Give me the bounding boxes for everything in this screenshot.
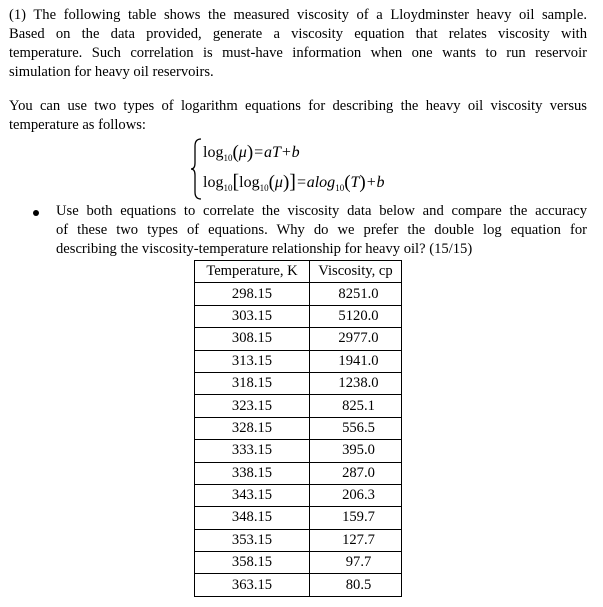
table-row (195, 574, 402, 596)
eq2-t: T (350, 174, 360, 191)
temperature-cell: 348.15 (195, 507, 310, 529)
bullet-line: describing the viscosity-temperature relationship for heavy oil? (15/15) (56, 241, 473, 257)
intro-line: simulation for heavy oil reservoirs. (9, 64, 214, 80)
header-viscosity: Viscosity, cp (310, 261, 402, 283)
eq1-log: log (203, 144, 224, 161)
temperature-cell: 298.15 (195, 283, 310, 305)
header-temperature: Temperature, K (195, 261, 310, 283)
viscosity-cell: 287.0 (310, 462, 402, 484)
table-row (195, 305, 402, 327)
temperature-cell: 353.15 (195, 529, 310, 551)
eq2-close-bracket: ] (289, 171, 296, 193)
eq2-close-paren: ) (282, 172, 290, 193)
viscosity-cell: 8251.0 (310, 283, 402, 305)
table-row (195, 283, 402, 305)
temperature-cell: 308.15 (195, 328, 310, 350)
bullet-line: of these two types of equations. Why do we prefer the double log equation for (56, 222, 587, 238)
intro-paragraph (9, 6, 587, 82)
equation-linear-log (203, 142, 300, 164)
bullet-line: Use both equations to correlate the viscosity data below and compare the accuracy (56, 203, 587, 219)
temperature-cell: 313.15 (195, 350, 310, 372)
viscosity-cell: 2977.0 (310, 328, 402, 350)
temperature-cell: 303.15 (195, 305, 310, 327)
bullet-dot-icon (33, 210, 39, 216)
table-row (195, 484, 402, 506)
temperature-cell: 358.15 (195, 552, 310, 574)
eq2-tail: +b (365, 174, 385, 191)
temperature-cell: 318.15 (195, 372, 310, 394)
viscosity-cell: 1238.0 (310, 372, 402, 394)
table-row (195, 507, 402, 529)
temperature-cell: 333.15 (195, 440, 310, 462)
table-row (195, 328, 402, 350)
temperature-cell: 323.15 (195, 395, 310, 417)
table-row (195, 440, 402, 462)
viscosity-cell: 127.7 (310, 529, 402, 551)
temperature-cell: 343.15 (195, 484, 310, 506)
table-row (195, 552, 402, 574)
viscosity-cell: 97.7 (310, 552, 402, 574)
viscosity-cell: 80.5 (310, 574, 402, 596)
eq1-open-paren: ( (232, 142, 239, 163)
eq2-mid: =alog (295, 174, 336, 191)
eq2-log-inner: log (239, 174, 260, 191)
viscosity-cell: 206.3 (310, 484, 402, 506)
table-row (195, 350, 402, 372)
eq2-base-outer: 10 (223, 183, 233, 193)
left-brace (190, 138, 204, 200)
eq2-open-bracket: [ (232, 171, 240, 193)
intro-line: (1) The following table shows the measured viscosity of a Lloydminster heavy oil sample. (9, 7, 587, 23)
table-row (195, 372, 402, 394)
table-row (195, 462, 402, 484)
eq1-close-paren: ) (246, 142, 254, 163)
intro-line: Based on the data provided, generate a viscosity equation that relates viscosity with (9, 26, 587, 42)
viscosity-table (194, 260, 402, 597)
viscosity-cell: 825.1 (310, 395, 402, 417)
eq2-open-paren-t: ( (344, 172, 351, 193)
temperature-cell: 338.15 (195, 462, 310, 484)
viscosity-cell: 556.5 (310, 417, 402, 439)
equation-double-log (203, 171, 385, 194)
viscosity-cell: 1941.0 (310, 350, 402, 372)
table-row (195, 529, 402, 551)
equations-intro-paragraph (9, 97, 587, 135)
viscosity-cell: 5120.0 (310, 305, 402, 327)
intro-line: temperature. Such correlation is must-have information when one wants to run reservoir (9, 45, 587, 61)
temperature-cell: 328.15 (195, 417, 310, 439)
eq2-close-paren-t: ) (359, 172, 366, 193)
table-header-row (195, 261, 402, 283)
bullet-paragraph (56, 202, 587, 259)
eq2-base-inner: 10 (259, 183, 269, 193)
table-row (195, 417, 402, 439)
eq2-log-outer: log (203, 174, 224, 191)
eq1-rhs: =aT+b (253, 144, 300, 161)
viscosity-cell: 395.0 (310, 440, 402, 462)
eq2-open-paren: ( (268, 172, 275, 193)
eq2-base-rhs: 10 (335, 183, 345, 193)
table-row (195, 395, 402, 417)
equations-intro-line: You can use two types of logarithm equations for describing the heavy oil viscosity versus (9, 98, 587, 114)
equation-block (190, 138, 450, 200)
eq1-base: 10 (223, 153, 233, 163)
eq1-mu: μ (238, 144, 247, 161)
viscosity-cell: 159.7 (310, 507, 402, 529)
temperature-cell: 363.15 (195, 574, 310, 596)
eq2-mu: μ (274, 174, 283, 191)
equations-intro-line: temperature as follows: (9, 117, 146, 133)
